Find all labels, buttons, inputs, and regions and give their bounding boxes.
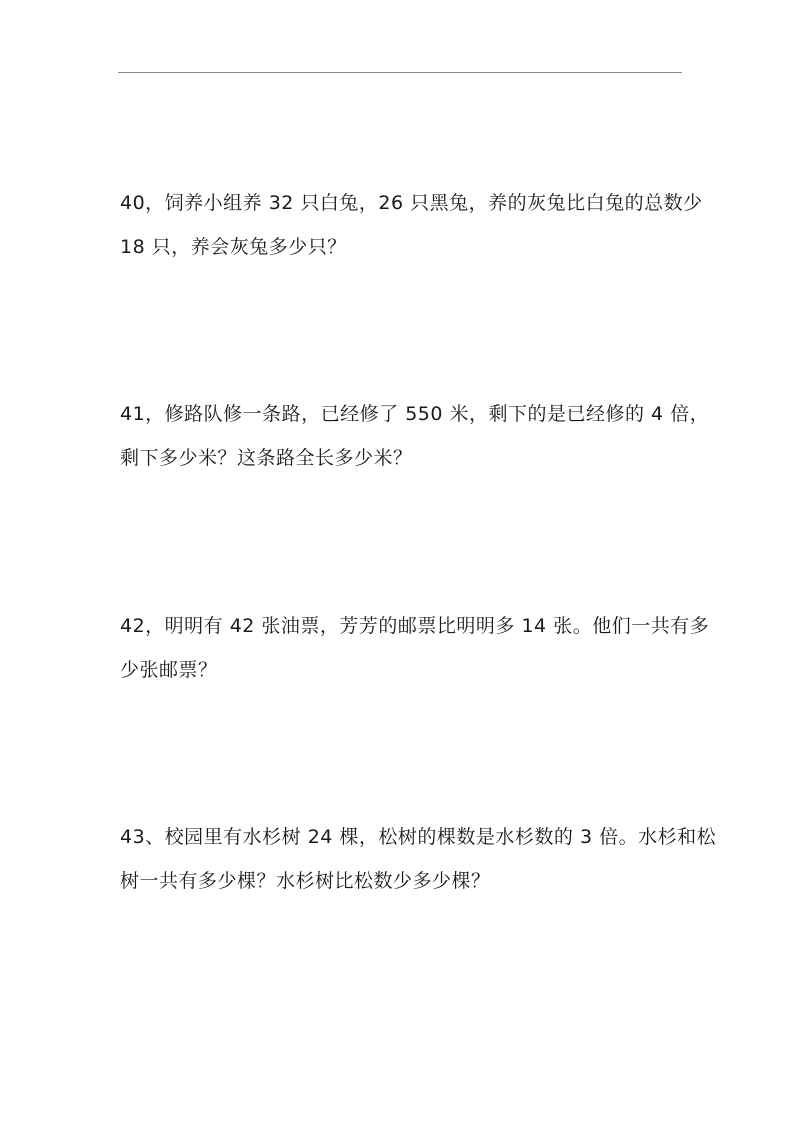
problem-text-line: 40，饲养小组养 32 只白兔，26 只黑兔，养的灰兔比白兔的总数少 (120, 192, 703, 214)
header-divider (118, 72, 682, 73)
problem-text-line: 剩下多少米？这条路全长多少米？ (120, 447, 413, 469)
problem-43 (120, 815, 717, 903)
problem-text-line: 42，明明有 42 张油票，芳芳的邮票比明明多 14 张。他们一共有多 (120, 615, 710, 637)
problem-text-line: 树一共有多少棵？水杉树比松数少多少棵？ (120, 870, 491, 892)
problem-text-line: 43、校园里有水杉树 24 棵，松树的棵数是水杉数的 3 倍。水杉和松 (120, 826, 717, 848)
problem-42 (120, 604, 710, 692)
problem-text-line: 18 只，养会灰兔多少只？ (120, 236, 347, 258)
problem-text-line: 41，修路队修一条路，已经修了 550 米，剩下的是已经修的 4 倍， (120, 403, 710, 425)
problem-41 (120, 392, 710, 480)
problem-40 (120, 181, 703, 269)
problem-text-line: 少张邮票？ (120, 659, 218, 681)
